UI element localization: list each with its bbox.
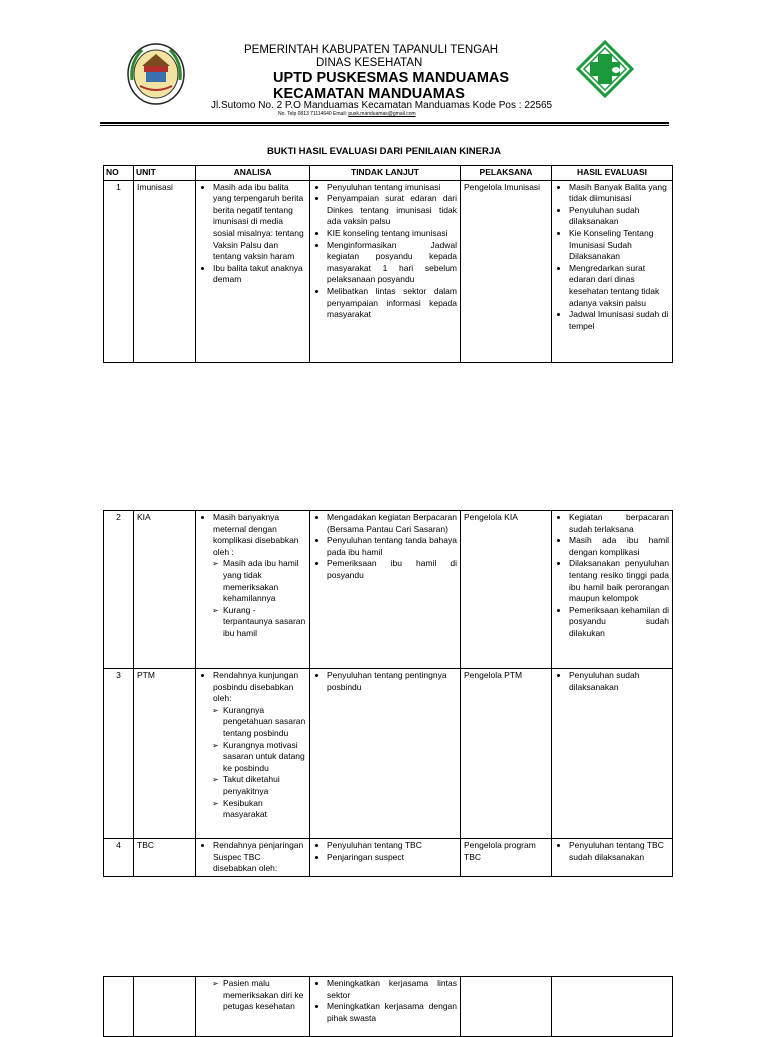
list-item: • Melibatkan lintas sektor dalam penyampaian informasi kepada masyarakat: [327, 286, 457, 321]
cell-tindak-lanjut: [310, 977, 461, 1037]
evaluation-table: [103, 165, 673, 363]
email-link[interactable]: pusk.manduamas@gmail.com: [348, 111, 416, 117]
col-header-no: NO: [104, 166, 134, 181]
list-item: • Mengadakan kegiatan Berpacaran (Bersama Pantau Cari Sasaran): [327, 512, 457, 535]
cell-unit: Imunisasi: [134, 180, 196, 362]
cell-tindak-lanjut: [310, 180, 461, 362]
cell-hasil: [552, 977, 673, 1037]
cell-pelaksana: Pengelola program TBC: [461, 839, 552, 877]
list-item: • Penyuluhan tentang TBC sudah dilaksanakan: [569, 840, 669, 863]
list-item: • Dilaksanakan penyuluhan tentang resiko tinggi pada ibu hamil baik perorangan maupun kelompok: [569, 558, 669, 604]
cell-no: 2: [104, 511, 134, 669]
cell-unit: TBC: [134, 839, 196, 877]
evaluation-table-continued-2: [103, 976, 673, 1037]
list-item: • Rendahnya penjaringan Suspec TBC disebabkan oleh:: [213, 840, 306, 875]
header-address: Jl.Sutomo No. 2 P.O Manduamas Kecamatan Manduamas Kode Pos : 22565: [211, 100, 553, 111]
cell-unit: KIA: [134, 511, 196, 669]
cell-pelaksana: [461, 977, 552, 1037]
list-item: ➢ Kesibukan masyarakat: [223, 798, 306, 821]
list-item: ➢ Kurangnya pengetahuan sasaran tentang posbindu: [223, 705, 306, 740]
cell-analisa: [196, 511, 310, 669]
list-item: • Kegiatan berpacaran sudah terlaksana: [569, 512, 669, 535]
cell-pelaksana: Pengelola Imunisasi: [461, 180, 552, 362]
puskesmas-cross-icon: [576, 40, 634, 98]
list-item: ➢ Pasien malu memeriksakan diri ke petugas kesehatan: [223, 978, 306, 1013]
cell-unit: [134, 977, 196, 1037]
list-item: ➢ Kurangnya motivasi sasaran untuk datang ke posbindu: [223, 740, 306, 775]
list-item: • KIE konseling tentang imunisasi: [327, 228, 457, 240]
header-kecamatan-name: KECAMATAN MANDUAMAS: [273, 86, 465, 102]
cell-hasil: [552, 839, 673, 877]
header-rule-thin: [100, 125, 669, 126]
contact-prefix: No. Telp 0813 71114640 Email:: [278, 111, 349, 117]
cell-tindak-lanjut: [310, 511, 461, 669]
table-row: [104, 511, 673, 669]
header-rule-thick: [100, 122, 669, 124]
list-item: ➢ Masih ada ibu hamil yang tidak memeriksakan kehamilannya: [223, 558, 306, 604]
evaluation-table-continued: [103, 510, 673, 877]
list-item: • Penyuluhan sudah dilaksanakan: [569, 205, 669, 228]
list-item: ➢ Takut diketahui penyakitnya: [223, 774, 306, 797]
list-item: • Masih banyaknya meternal dengan komplikasi disebabkan oleh :: [213, 512, 306, 558]
list-item: ➢ Kurang - terpantaunya sasaran ibu hamil: [223, 605, 306, 640]
cell-pelaksana: Pengelola PTM: [461, 669, 552, 839]
cell-no: 3: [104, 669, 134, 839]
cell-pelaksana: Pengelola KIA: [461, 511, 552, 669]
table-row: [104, 180, 673, 362]
list-item: • Masih Banyak Balita yang tidak diimunisasi: [569, 182, 669, 205]
list-item: • Penyuluhan tentang tanda bahaya pada ibu hamil: [327, 535, 457, 558]
cell-hasil: [552, 511, 673, 669]
list-item: • Jadwal Imunisasi sudah di tempel: [569, 309, 669, 332]
list-item: • Mengredarkan surat edaran dari dinas kesehatan tentang tidak adanya vaksin palsu: [569, 263, 669, 309]
list-item: • Meningkatkan kerjasama dengan pihak swasta: [327, 1001, 457, 1024]
col-header-hasil-evaluasi: HASIL EVALUASI: [552, 166, 673, 181]
list-item: • Penyuluhan sudah dilaksanakan: [569, 670, 669, 693]
col-header-pelaksana: PELAKSANA: [461, 166, 552, 181]
list-item: • Menginformasikan Jadwal kegiatan posyandu kepada masyarakat 1 hari sebelum pelaksanaan posyandu: [327, 240, 457, 286]
table-row: [104, 669, 673, 839]
list-item: • Pemeriksaan ibu hamil di posyandu: [327, 558, 457, 581]
list-item: • Kie Konseling Tentang Imunisasi Sudah Dilaksanakan: [569, 228, 669, 263]
cell-analisa: [196, 180, 310, 362]
col-header-tindak-lanjut: TINDAK LANJUT: [310, 166, 461, 181]
table-row: [104, 839, 673, 877]
col-header-analisa: ANALISA: [196, 166, 310, 181]
header-gov-name: PEMERINTAH KABUPATEN TAPANULI TENGAH: [244, 44, 499, 56]
cell-no: 4: [104, 839, 134, 877]
list-item: • Penyuluhan tentang imunisasi: [327, 182, 457, 194]
cell-analisa: [196, 669, 310, 839]
list-item: • Penyuluhan tentang TBC: [327, 840, 457, 852]
cell-no: 1: [104, 180, 134, 362]
cell-hasil: [552, 180, 673, 362]
cell-no: [104, 977, 134, 1037]
letterhead: [0, 0, 768, 130]
document-title: BUKTI HASIL EVALUASI DARI PENILAIAN KINERJA: [267, 146, 501, 157]
table-header-row: [104, 166, 673, 181]
list-item: • Penyampaian surat edaran dari Dinkes tentang imunisasi tidak ada vaksin palsu: [327, 193, 457, 228]
cell-analisa: [196, 839, 310, 877]
cell-tindak-lanjut: [310, 839, 461, 877]
cell-tindak-lanjut: [310, 669, 461, 839]
cell-unit: PTM: [134, 669, 196, 839]
list-item: • Pemeriksaan kehamilan di posyandu sudah dilakukan: [569, 605, 669, 640]
header-dept-name: DINAS KESEHATAN: [316, 57, 423, 69]
list-item: • Penyuluhan tentang pentingnya posbindu: [327, 670, 457, 693]
header-contact: [278, 111, 416, 117]
header-puskesmas-name: UPTD PUSKESMAS MANDUAMAS: [273, 70, 510, 86]
table-row: [104, 977, 673, 1037]
list-item: • Masih ada ibu balita yang terpengaruh berita berita negatif tentang imunisasi di media sosial misalnya: tentang Vaksin Palsu dan tentang vaksin haram: [213, 182, 306, 263]
list-item: • Rendahnya kunjungan posbindu disebabkan oleh:: [213, 670, 306, 705]
regency-emblem-icon: [126, 42, 186, 106]
cell-hasil: [552, 669, 673, 839]
list-item: • Penjaringan suspect: [327, 852, 457, 864]
list-item: • Meningkatkan kerjasama lintas sektor: [327, 978, 457, 1001]
cell-analisa: [196, 977, 310, 1037]
list-item: • Masih ada ibu hamil dengan komplikasi: [569, 535, 669, 558]
col-header-unit: UNIT: [134, 166, 196, 181]
list-item: • Ibu balita takut anaknya demam: [213, 263, 306, 286]
